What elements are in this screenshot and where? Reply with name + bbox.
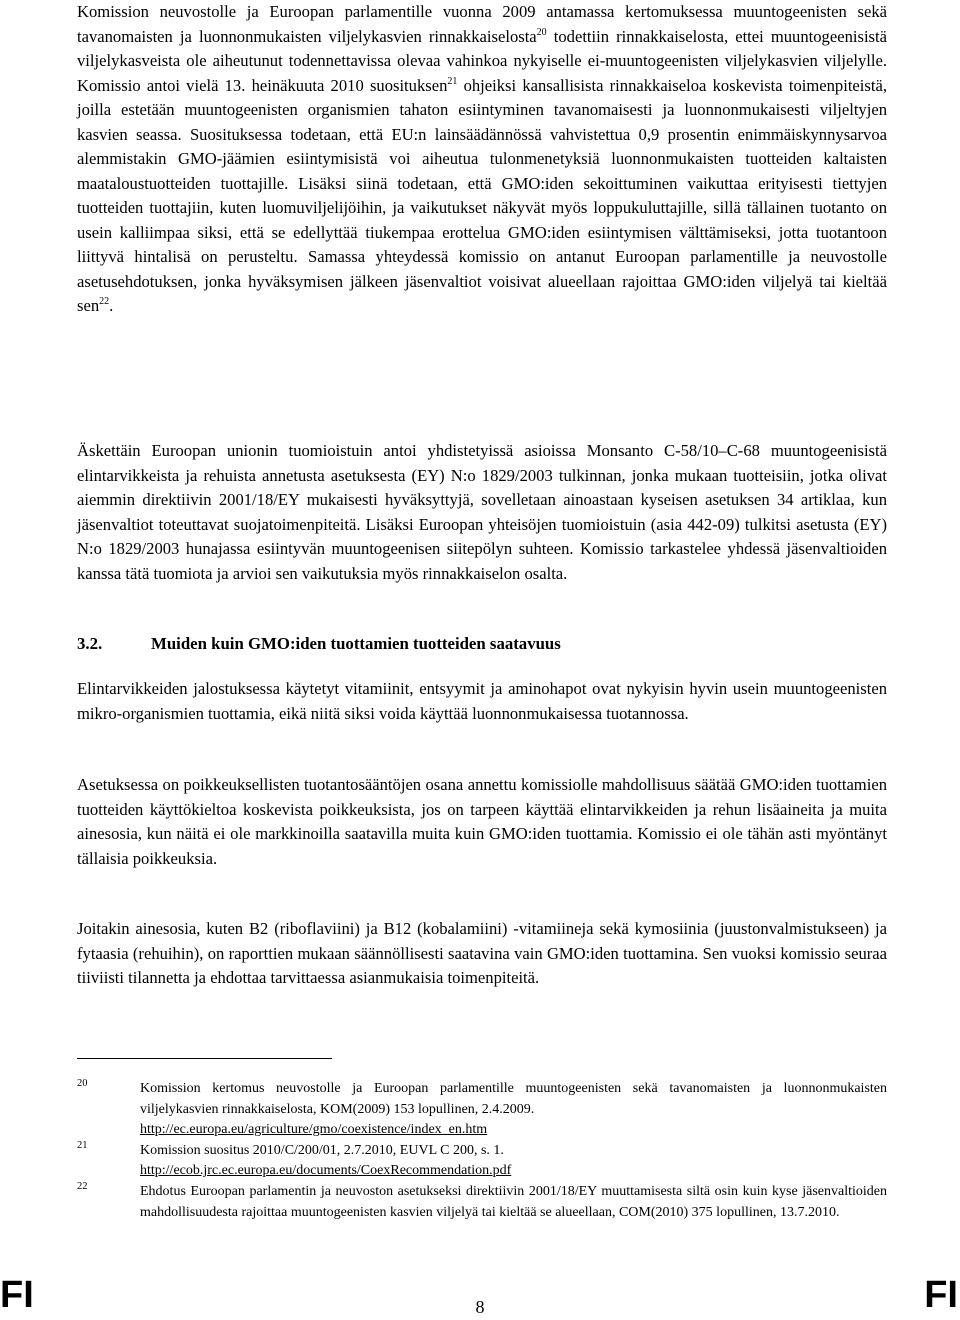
paragraph-ingredients: Joitakin ainesosia, kuten B2 (riboflaviini) ja B12 (kobalamiini) -vitamiineja sekä kymosiinia (juustonvalmistukseen) ja fytaasia (rehuihin), on raporttien mukaan säännöllisesti saatavina vain GMO:iden tuottamina. Sen vuoksi komissio seuraa tiiviisti tilannetta ja ehdottaa tarvittaessa asianmukaisia toimenpiteitä. xyxy=(77,919,887,987)
paragraph-text: todettiin rinnakkaiselosta, ettei muuntogeenisistä viljelykasveista ole aiheutunut todennettavissa olevaa vahinkoa nykyiselle ei-muuntogeenisten viljelykasvien viljelylle. Komissio antoi vielä 13. heinäkuuta 2010 suosituksen xyxy=(77,26,887,95)
footnote-link[interactable]: http://ec.europa.eu/agriculture/gmo/coexistence/index_en.htm xyxy=(140,1122,488,1138)
footnote-number: 22 xyxy=(77,1180,88,1192)
footer-language-right: FI xyxy=(924,1274,958,1316)
footnote-20 xyxy=(77,1079,887,1141)
paragraph-vitamins: Elintarvikkeiden jalostuksessa käytetyt vitamiinit, entsyymit ja aminohapot ovat nykyisin hyvin usein muuntogeenisten mikro-organismien tuottamia, eikä niitä siksi voida käyttää luonnonmukaisessa tuotannossa. xyxy=(77,679,887,723)
footnote-text: Ehdotus Euroopan parlamentin ja neuvoston asetukseksi direktiivin 2001/18/EY muuttamisesta siltä osin kuin kyse jäsenvaltioiden mahdollisuudesta rajoittaa muuntogeenisten kasvien viljelyä tai kieltää se alueellaan, COM(2010) 375 lopullinen, 13.7.2010. xyxy=(140,1183,887,1220)
footnote-number: 21 xyxy=(77,1139,88,1151)
footnote-ref-22[interactable]: 22 xyxy=(99,296,110,307)
paragraph-court-ruling: Äskettäin Euroopan unionin tuomioistuin antoi yhdistetyissä asioissa Monsanto C-58/10–C-68 muuntogeenisistä elintarvikkeista ja rehuista annetusta asetuksesta (EY) N:o 1829/2003 tulkinnan, jonka mukaan tuotteisiin, jotka olivat aiemmin direktiivin 2001/18/EY mukaisesti hyväksyttyjä, sovelletaan ainoastaan kyseisen asetuksen 34 artiklaa, kun jäsenvaltiot toteuttavat suojatoimenpiteitä. Lisäksi Euroopan yhteisöjen tuomioistuin (asia 442-09) tulkitsi asetusta (EY) N:o 1829/2003 hunajassa esiintyvän muuntogeenisen siitepölyn suhteen. Komissio tarkastelee yhdessä jäsenvaltioiden kanssa tätä tuomiota ja arvioi sen vaikutuksia myös rinnakkaiselon osalta. xyxy=(77,441,887,583)
section-title: Muiden kuin GMO:iden tuottamien tuotteiden saatavuus xyxy=(151,634,561,653)
footnote-text: Komission kertomus neuvostolle ja Euroopan parlamentille muuntogeenisten sekä tavanomaisten ja luonnonmukaisten viljelykasvien rinnakkaiselosta, KOM(2009) 153 lopullinen, 2.4.2009. xyxy=(140,1081,887,1117)
footnotes xyxy=(77,1079,887,1223)
footnote-21 xyxy=(77,1141,887,1182)
footnote-22 xyxy=(77,1182,887,1223)
paragraph-text: . xyxy=(109,296,114,315)
footnote-link[interactable]: http://ecob.jrc.ec.europa.eu/documents/CoexRecommendation.pdf xyxy=(140,1163,512,1179)
section-heading xyxy=(77,632,887,656)
paragraph-coexistence-report xyxy=(77,0,887,319)
section-number: 3.2. xyxy=(77,634,103,653)
footnote-text: Komission suositus 2010/C/200/01, 2.7.2010, EUVL C 200, s. 1. xyxy=(140,1142,504,1158)
footnote-ref-20[interactable]: 20 xyxy=(536,26,547,38)
footnote-number: 20 xyxy=(77,1078,88,1089)
paragraph-text: Komission neuvostolle ja Euroopan parlamentille vuonna 2009 antamassa kertomuksessa muuntogeenisten sekä tavanomaisten ja luonnonmukaisten viljelykasvien rinnakkaiselosta xyxy=(77,2,887,46)
footer-language-left: FI xyxy=(0,1274,34,1316)
footnote-separator xyxy=(77,1058,332,1059)
page-number: 8 xyxy=(475,1297,485,1317)
paragraph-exceptions: Asetuksessa on poikkeuksellisten tuotantosääntöjen osana annettu komissiolle mahdollisuus säätää GMO:iden tuottamien tuotteiden käyttökieltoa koskevista poikkeuksista, jos on tarpeen käyttää elintarvikkeiden ja rehun lisäaineita ja muita ainesosia, kun näitä ei ole markkinoilla saatavilla muita kuin GMO:iden tuottamia. Komissio ei ole tähän asti myöntänyt tällaisia poikkeuksia. xyxy=(77,775,887,868)
footnote-ref-21[interactable]: 21 xyxy=(447,75,458,87)
paragraph-text: ohjeiksi kansallisista rinnakkaiseloa koskevista toimenpiteistä, joilla estetään muuntogeenisten organismien tahaton esiintyminen tavanomaisesti ja luonnonmukaisesti viljeltyjen kasvien seassa. Suosituksessa todetaan, että EU:n lainsäädännössä vahvistettua 0,9 prosentin enimmäiskynnysarvoa alemmistakin GMO-jäämien esiintymisistä voi aiheutua tulonmenetyksiä luonnonmukaisten tuotteiden kaltaisten maataloustuotteiden tuottajille. Lisäksi siinä todetaan, että GMO:iden sekoittuminen vaikuttaa erityisesti tiettyjen tuotteiden tuottajiin, kuten luomuviljelijöihin, ja vaikutukset näkyvät myös loppukuluttajille, sillä tällainen tuotanto on usein kalliimpaa siksi, että se edellyttää tiukempaa erottelua GMO:iden esiintymisen välttämiseksi, jotta tuotantoon liittyvä hintalisä on perusteltu. Samassa yhteydessä komissio on antanut Euroopan parlamentille ja neuvostolle asetusehdotuksen, jonka hyväksymisen jälkeen jäsenvaltiot voisivat alueellaan rajoittaa GMO:iden viljelyä tai kieltää sen xyxy=(77,75,887,315)
